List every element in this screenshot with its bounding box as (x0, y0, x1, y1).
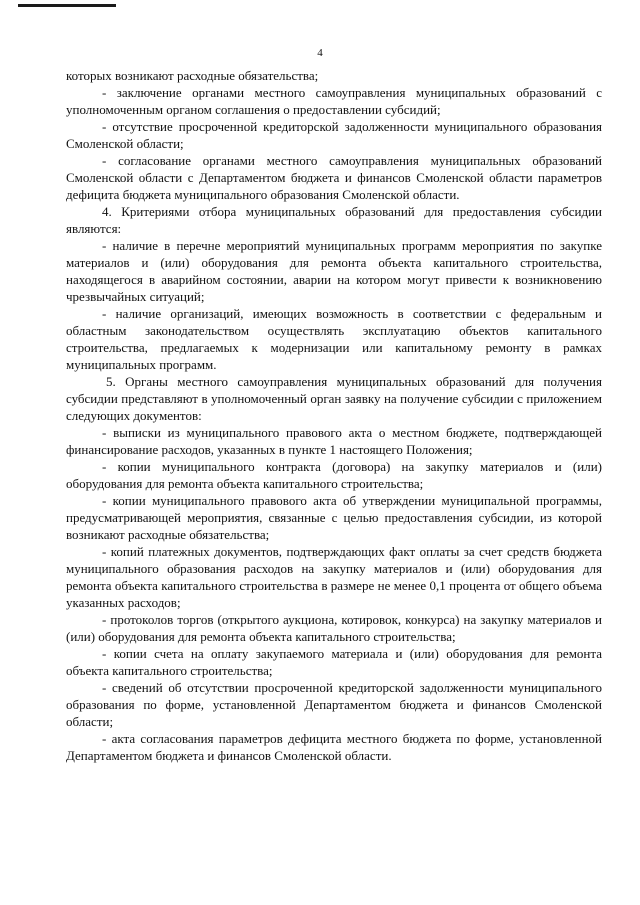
paragraph-condition-deficit: - согласование органами местного самоуправления муниципальных образований Смоленской области с Департаментом бюджета и финансов Смоленской области параметров дефицита бюджета муниципального образования Смоленской области. (66, 153, 602, 202)
paragraph-condition-no-debt: - отсутствие просроченной кредиторской задолженности муниципального образования Смоленской области; (66, 119, 602, 151)
paragraph-doc-debt-info: - сведений об отсутствии просроченной кредиторской задолженности муниципального образования по форме, установленной Департаментом бюджета и финансов Смоленской области; (66, 680, 602, 729)
paragraph-section-5: 5. Органы местного самоуправления муниципальных образований для получения субсидии представляют в уполномоченный орган заявку на получение субсидии с приложением следующих документов: (66, 374, 602, 423)
paragraph-section-4: 4. Критериями отбора муниципальных образований для предоставления субсидии являются: (66, 204, 602, 236)
paragraph-doc-budget-extract: - выписки из муниципального правового акта о местном бюджете, подтверждающей финансирование расходов, указанных в пункте 1 настоящего Положения; (66, 425, 602, 457)
paragraph-criterion-organizations: - наличие организаций, имеющих возможность в соответствии с федеральным и областным законодательством осуществлять эксплуатацию объектов капитального строительства, предлагаемых к модернизации или капитальному ремонту в рамках муниципальных программ. (66, 306, 602, 372)
paragraph-condition-agreement: - заключение органами местного самоуправления муниципальных образований с уполномоченным органом соглашения о предоставлении субсидий; (66, 85, 602, 117)
page-number: 4 (317, 47, 323, 59)
paragraph-doc-deficit-act: - акта согласования параметров дефицита местного бюджета по форме, установленной Департаментом бюджета и финансов Смоленской области. (66, 731, 602, 763)
paragraph-criterion-programs: - наличие в перечне мероприятий муниципальных программ мероприятия по закупке материалов и (или) оборудования для ремонта объекта капитального строительства, находящегося в аварийном состоянии, аварии на котором могут привести к возникновению чрезвычайных ситуаций; (66, 238, 602, 304)
paragraph-doc-program-act: - копии муниципального правового акта об утверждении муниципальной программы, предусматривающей мероприятия, связанные с целью предоставления субсидии, из которой возникают расходные обязательства; (66, 493, 602, 542)
paragraph-doc-tender-protocols: - протоколов торгов (открытого аукциона, котировок, конкурса) на закупку материалов и (или) оборудования для ремонта объекта капитального строительства; (66, 612, 602, 644)
document-body (66, 67, 602, 764)
paragraph-doc-contract: - копии муниципального контракта (договора) на закупку материалов и (или) оборудования для ремонта объекта капитального строительства; (66, 459, 602, 491)
paragraph-doc-invoice: - копии счета на оплату закупаемого материала и (или) оборудования для ремонта объекта капитального строительства; (66, 646, 602, 678)
paragraph-continuation: которых возникают расходные обязательства; (66, 68, 319, 83)
paragraph-doc-payments: - копий платежных документов, подтверждающих факт оплаты за счет средств бюджета муниципального образования расходов на закупку материалов и (или) оборудования для ремонта объекта капитального строительства в размере не менее 0,1 процента от общего объема указанных расходов; (66, 544, 602, 610)
scan-edge-mark (18, 4, 116, 7)
